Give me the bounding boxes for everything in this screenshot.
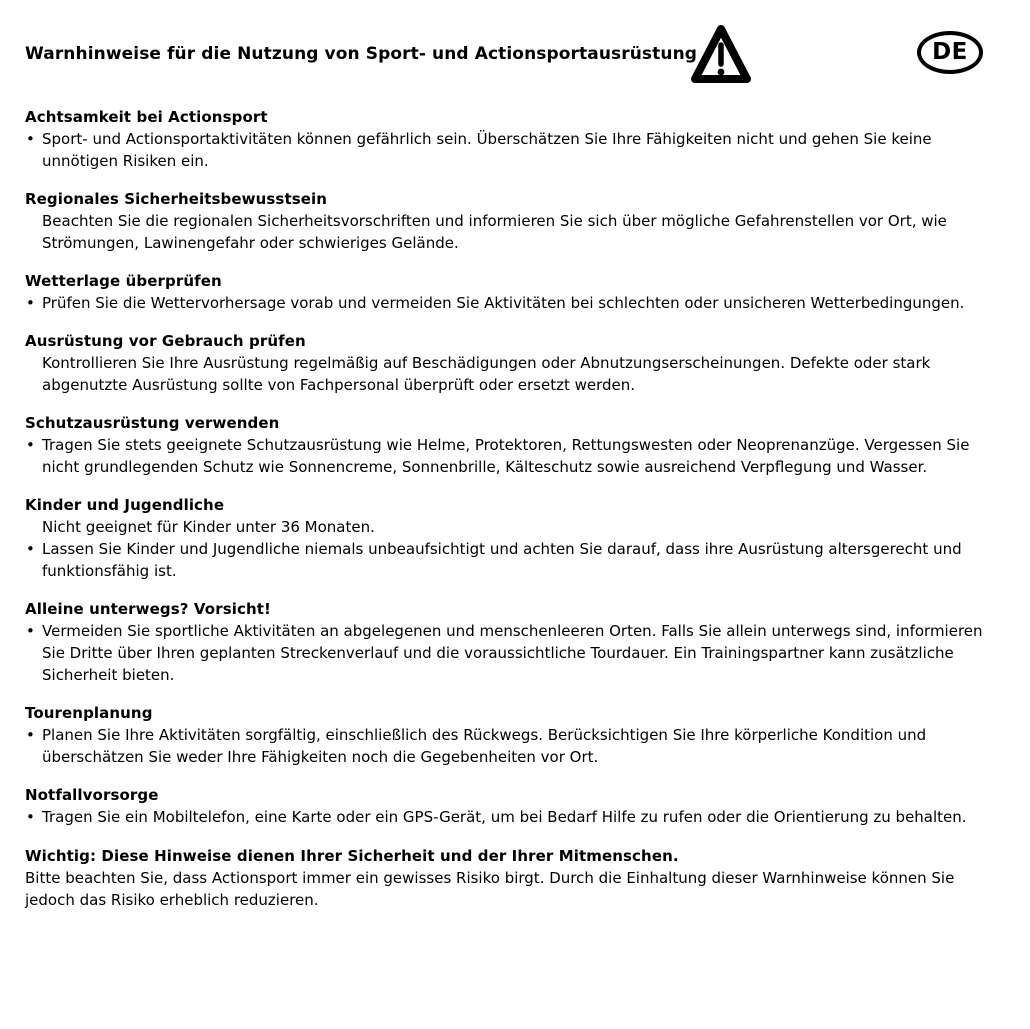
page-title: Warnhinweise für die Nutzung von Sport- und Actionsportausrüstung	[25, 44, 698, 64]
section-heading: Wetterlage überprüfen	[25, 272, 222, 290]
warning-section	[25, 330, 997, 396]
list-item-text: Tragen Sie ein Mobiltelefon, eine Karte oder ein GPS-Gerät, um bei Bedarf Hilfe zu rufen oder die Orientierung zu behalten.	[42, 808, 967, 826]
section-heading: Kinder und Jugendliche	[25, 496, 225, 514]
section-items	[25, 128, 993, 172]
important-note-heading: Wichtig: Diese Hinweise dienen Ihrer Sicherheit und der Ihrer Mitmenschen.	[25, 847, 679, 865]
warning-section	[25, 106, 997, 172]
list-item	[25, 724, 993, 768]
bullet-icon: •	[26, 808, 35, 826]
bullet-icon: •	[26, 726, 35, 744]
list-item	[25, 434, 993, 478]
section-items	[25, 724, 993, 768]
list-item	[25, 806, 993, 828]
section-items	[25, 352, 993, 396]
bullet-icon: •	[26, 294, 35, 312]
section-items	[25, 292, 993, 314]
section-heading: Notfallvorsorge	[25, 786, 159, 804]
section-heading: Alleine unterwegs? Vorsicht!	[25, 600, 271, 618]
bullet-icon: •	[26, 436, 35, 454]
section-heading: Regionales Sicherheitsbewusstsein	[25, 190, 328, 208]
warning-section	[25, 270, 997, 314]
important-note	[25, 845, 983, 911]
warning-triangle-icon	[690, 21, 752, 92]
bullet-icon: •	[26, 622, 35, 640]
list-item-text: Kontrollieren Sie Ihre Ausrüstung regelmäßig auf Beschädigungen oder Abnutzungserscheinungen. Defekte oder stark abgenutzte Ausrüstung sollte von Fachpersonal überprüft oder ersetzt werden.	[42, 354, 931, 394]
section-heading: Ausrüstung vor Gebrauch prüfen	[25, 332, 306, 350]
list-item	[25, 538, 993, 582]
section-items	[25, 806, 993, 828]
section-heading: Schutzausrüstung verwenden	[25, 414, 280, 432]
section-items	[25, 620, 993, 686]
list-item-text: Beachten Sie die regionalen Sicherheitsvorschriften und informieren Sie sich über mögliche Gefahrenstellen vor Ort, wie Strömungen, Lawinengefahr oder schwieriges Gelände.	[42, 212, 947, 252]
list-item	[25, 128, 993, 172]
section-heading: Tourenplanung	[25, 704, 153, 722]
list-item	[25, 516, 993, 538]
section-items	[25, 210, 993, 254]
list-item	[25, 210, 993, 254]
list-item-text: Tragen Sie stets geeignete Schutzausrüstung wie Helme, Protektoren, Rettungswesten oder Neoprenanzüge. Vergessen Sie nicht grundlegenden Schutz wie Sonnencreme, Sonnenbrille, Kälteschutz sowie ausreichend Verpflegung und Wasser.	[42, 436, 970, 476]
list-item	[25, 352, 993, 396]
list-item-text: Lassen Sie Kinder und Jugendliche niemals unbeaufsichtigt und achten Sie darauf, dass ihre Ausrüstung altersgerecht und funktionsfähig ist.	[42, 540, 962, 580]
section-items	[25, 516, 993, 582]
warning-section	[25, 784, 997, 828]
list-item-text: Sport- und Actionsportaktivitäten können gefährlich sein. Überschätzen Sie Ihre Fähigkeiten nicht und gehen Sie keine unnötigen Risiken ein.	[42, 130, 932, 170]
list-item-text: Nicht geeignet für Kinder unter 36 Monaten.	[42, 518, 375, 536]
bullet-icon: •	[26, 540, 35, 558]
document-body	[0, 106, 1030, 911]
sections	[25, 106, 1005, 828]
warning-section	[25, 494, 997, 582]
bullet-icon: •	[26, 130, 35, 148]
warning-section	[25, 598, 997, 686]
page-header	[0, 0, 1030, 106]
warning-section	[25, 188, 997, 254]
warning-section	[25, 412, 997, 478]
list-item	[25, 292, 993, 314]
section-items	[25, 434, 993, 478]
language-badge-de: DE	[917, 31, 983, 74]
list-item	[25, 620, 993, 686]
list-item-text: Prüfen Sie die Wettervorhersage vorab und vermeiden Sie Aktivitäten bei schlechten oder unsicheren Wetterbedingungen.	[42, 294, 965, 312]
section-heading: Achtsamkeit bei Actionsport	[25, 108, 268, 126]
important-note-text: Bitte beachten Sie, dass Actionsport immer ein gewisses Risiko birgt. Durch die Einhaltung dieser Warnhinweise können Sie jedoch das Risiko erheblich reduzieren.	[25, 869, 955, 909]
warning-section	[25, 702, 997, 768]
list-item-text: Planen Sie Ihre Aktivitäten sorgfältig, einschließlich des Rückwegs. Berücksichtigen Sie Ihre körperliche Kondition und überschätzen Sie weder Ihre Fähigkeiten noch die Gegebenheiten vor Ort.	[42, 726, 927, 766]
list-item-text: Vermeiden Sie sportliche Aktivitäten an abgelegenen und menschenleeren Orten. Falls Sie allein unterwegs sind, informieren Sie Dritte über Ihren geplanten Streckenverlauf und die voraussichtliche Tourdauer. Ein Trainingspartner kann zusätzliche Sicherheit bieten.	[42, 622, 983, 684]
